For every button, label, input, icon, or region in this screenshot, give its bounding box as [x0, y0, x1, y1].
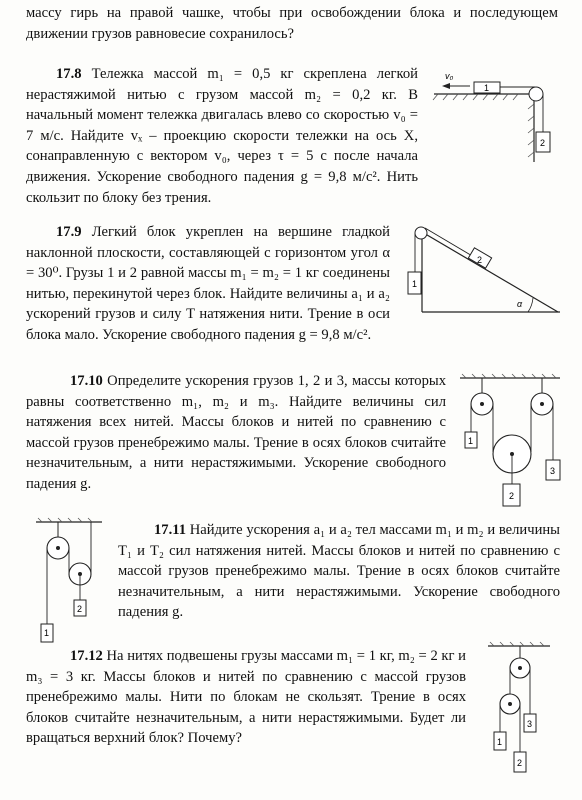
fig-17-10-label-1: 1 — [468, 436, 474, 446]
figure-17-8-cart-pulley — [432, 72, 562, 162]
problem-17-10-number: 17.10 — [70, 373, 103, 389]
problem-17-9-text: Легкий блок укреплен на вершине гладкой наклонной плоскости, составляющей с горизонтом угол α = 30⁰. Грузы 1 и 2 равной массы m₁ = m₂ = 1 кг соединены нитью, перекинутой через блок. Найдите величины a₁ и a₂ ускорений грузов и силу T натяжения нити. Трение в оси блока мало. Ускорение свободного падения g = 9,8 м/с². — [26, 224, 390, 343]
fig-17-9-label-1: 1 — [412, 279, 418, 289]
problem-17-8-number: 17.8 — [56, 66, 82, 82]
fig-17-10-label-2: 2 — [509, 491, 515, 501]
fig-17-11-label-2: 2 — [77, 604, 83, 614]
fig-17-12-label-1: 1 — [497, 737, 503, 747]
problem-17-12-number: 17.12 — [70, 648, 103, 664]
intro-paragraph — [26, 3, 558, 44]
problem-17-8-text: Тележка массой m₁ = 0,5 кг скреплена легкой нерастяжимой нитью с грузом массой m₂ = 0,2 кг. В начальный момент тележка двигалась влево со скоростью v₀ = 7 м/с. Найдите vₓ – проекцию скорости тележки на ось X, сонаправленную с вектором v₀, через τ = 5 с после начала движения. Ускорение свободного падения g = 9,8 м/с². Нить скользит по блоку без трения. — [26, 66, 418, 206]
fig-17-9-label-2: 2 — [477, 255, 483, 265]
problem-17-11-number: 17.11 — [154, 522, 187, 538]
problem-17-9 — [26, 222, 390, 346]
problem-17-10-text: Определите ускорения грузов 1, 2 и 3, массы которых равны соответственно m₁, m₂ и m₃. Найдите величины сил натяжения всех нитей. Массы блоков и нитей по сравнению с массой грузов пренебрежимо малы. Трение в осях блоков считайте незначительным, а нити нерастяжимыми. Ускорение свободного падения g. — [26, 373, 446, 492]
fig-17-8-label-2: 2 — [540, 138, 546, 148]
problem-17-11-text: Найдите ускорения a₁ и a₂ тел массами m₁ и m₂ и величины T₁ и T₂ сил натяжения нитей. Массы блоков и нитей по сравнению с массой грузов пренебрежимо малы. Трение в осях блоков считайте незначительным, а нити нерастяжимыми. Ускорение свободного падения g. — [118, 522, 560, 621]
fig-17-11-label-1: 1 — [44, 628, 50, 638]
fig-17-10-label-3: 3 — [550, 466, 556, 476]
figure-17-10-three-pulleys — [458, 374, 562, 510]
figure-17-11-two-pulleys — [34, 518, 104, 646]
fig-17-8-label-1: 1 — [484, 83, 490, 93]
velocity-arrow-icon — [442, 83, 450, 89]
pulley-icon — [415, 227, 427, 239]
pulley-icon — [529, 87, 543, 101]
problem-17-11 — [118, 520, 560, 623]
figure-17-12-compound-pulleys — [484, 642, 554, 778]
problem-17-10 — [26, 371, 446, 495]
intro-text: массу гирь на правой чашке, чтобы при освобождении блока и последующем движении грузов равновесие сохранилось? — [26, 5, 558, 42]
figure-17-9-incline — [400, 224, 560, 316]
fig-17-12-label-3: 3 — [527, 719, 533, 729]
problem-17-12-text: На нитях подвешены грузы массами m₁ = 1 кг, m₂ = 2 кг и m₃ = 3 кг. Массы блоков и нитей по сравнению с массой грузов пренебрежимо малы. Нити по блокам не скользят. Трение в осях блоков считайте незначительным, а нити нерастяжимыми. Будет ли вращаться верхний блок? Почему? — [26, 648, 466, 747]
fig-17-12-label-2: 2 — [517, 758, 523, 768]
problem-17-9-number: 17.9 — [56, 224, 82, 240]
fig-17-9-alpha-label: α — [517, 299, 523, 309]
fig-17-8-v0-label: v₀ — [445, 71, 454, 81]
problem-17-8 — [26, 64, 418, 208]
problem-17-12 — [26, 646, 466, 749]
